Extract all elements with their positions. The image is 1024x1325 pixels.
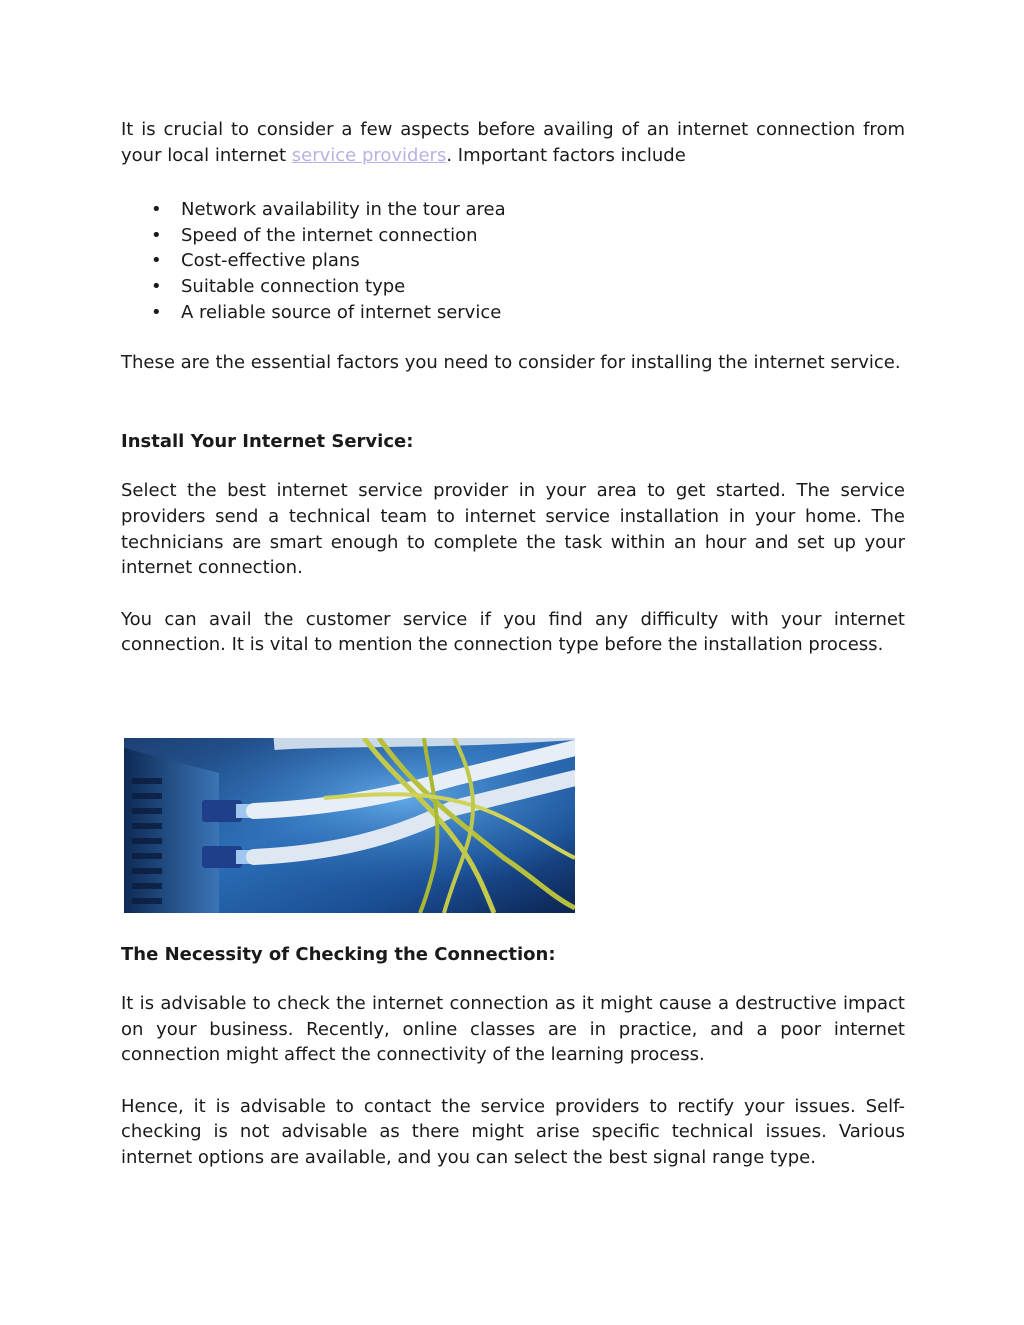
fiber-optic-cables-photo bbox=[124, 738, 575, 913]
install-paragraph-1: Select the best internet service provider in your area to get started. The service providers send a technical team to internet service installation in your home. The technicians are smart enough to complete the task within an hour and set up your internet connection. bbox=[121, 480, 905, 579]
list-item: • Cost-effective plans bbox=[121, 248, 905, 274]
intro-text-end: . Important factors include bbox=[446, 144, 686, 166]
check-section-body bbox=[121, 991, 905, 1171]
install-heading: Install Your Internet Service: bbox=[121, 430, 414, 452]
service-providers-link[interactable]: service providers bbox=[291, 144, 447, 166]
check-heading: The Necessity of Checking the Connection: bbox=[121, 944, 556, 965]
list-item: • Network availability in the tour area bbox=[121, 197, 905, 223]
factors-summary: These are the essential factors you need to consider for installing the internet service. bbox=[121, 352, 901, 374]
list-item: • A reliable source of internet service bbox=[121, 300, 905, 326]
intro-paragraph bbox=[121, 117, 905, 168]
check-paragraph-2: Hence, it is advisable to contact the service providers to rectify your issues. Self-checking is not advisable as there might arise specific technical issues. Various internet options are available, and you can select the best signal range type. bbox=[121, 1095, 905, 1168]
list-item: • Suitable connection type bbox=[121, 274, 905, 300]
install-paragraph-2: You can avail the customer service if you find any difficulty with your internet connection. It is vital to mention the connection type before the installation process. bbox=[121, 608, 905, 656]
check-paragraph-1: It is advisable to check the internet connection as it might cause a destructive impact on your business. Recently, online classes are in practice, and a poor internet connection might affect the connectivity of the learning process. bbox=[121, 993, 905, 1066]
factors-list bbox=[121, 197, 905, 325]
intro-text-start: It is crucial to consider a few aspects before availing of an internet connection from your local internet bbox=[121, 119, 905, 166]
list-item: • Speed of the internet connection bbox=[121, 223, 905, 249]
document-body bbox=[121, 117, 905, 1168]
